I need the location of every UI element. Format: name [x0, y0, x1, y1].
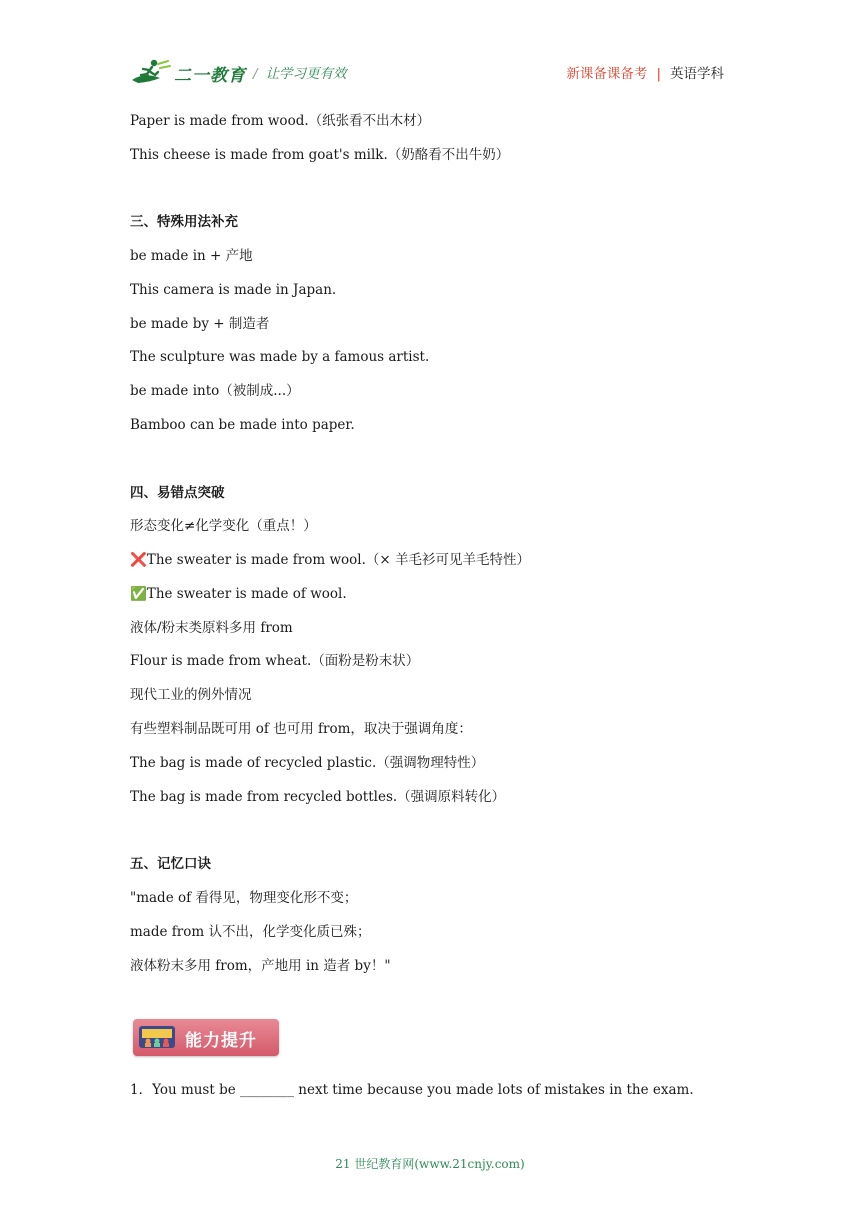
logo-text: 二一教育: [174, 65, 246, 86]
text-line: 液体粉末多用 from，产地用 in 造者 by！": [130, 958, 391, 974]
text-line: This camera is made in Japan.: [130, 282, 337, 298]
question-1: 1．You must be ________ next time because you made lots of mistakes in the exam.: [130, 1082, 694, 1098]
text-line: Flour is made from wheat.（面粉是粉末状）: [130, 653, 420, 669]
slogan: [253, 62, 347, 82]
text-line: 形态变化≠化学变化（重点！）: [130, 518, 317, 534]
text-line: Paper is made from wood.（纸张看不出木材）: [130, 113, 431, 129]
logo: [130, 56, 246, 90]
section-heading: 三、特殊用法补充: [130, 214, 238, 230]
text-line: "made of 看得见，物理变化形不变；: [130, 890, 358, 906]
text-line: This cheese is made from goat's milk.（奶酪看不出牛奶）: [130, 147, 510, 163]
text-line: 现代工业的例外情况: [130, 687, 252, 703]
section-heading: 四、易错点突破: [130, 485, 225, 501]
header-separator: |: [656, 66, 661, 82]
section-heading: 五、记忆口诀: [130, 856, 211, 872]
classroom-icon: [139, 1026, 175, 1048]
text-line: 液体/粉末类原料多用 from: [130, 620, 293, 636]
page-footer: 21 世纪教育网(www.21cnjy.com): [335, 1157, 525, 1171]
text-line: Bamboo can be made into paper.: [130, 417, 355, 433]
header-course-label: 新课备课备考: [566, 66, 648, 82]
text-line: be made by + 制造者: [130, 316, 270, 332]
runner-logo-icon: [130, 58, 172, 88]
ability-section-badge: [133, 1019, 279, 1056]
badge-label: 能力提升: [185, 1031, 257, 1051]
text-line: be made in + 产地: [130, 248, 253, 264]
text-line: made from 认不出，化学变化质已殊；: [130, 924, 371, 940]
text-line: ❌The sweater is made from wool.（× 羊毛衫可见羊毛特性）: [130, 552, 530, 568]
text-line: ✅The sweater is made of wool.: [130, 586, 347, 602]
text-line: The sculpture was made by a famous artist.: [130, 349, 430, 365]
text-line: The bag is made from recycled bottles.（强调原料转化）: [130, 789, 506, 805]
header-subject: [566, 62, 724, 82]
text-line: The bag is made of recycled plastic.（强调物理特性）: [130, 755, 485, 771]
page-header: [130, 56, 730, 90]
header-subject-label: 英语学科: [670, 66, 724, 82]
slogan-text: 让学习更有效: [265, 66, 347, 82]
text-line: 有些塑料制品既可用 of 也可用 from，取决于强调角度：: [130, 721, 472, 737]
text-line: be made into（被制成...）: [130, 383, 300, 399]
slogan-slash: /: [253, 66, 258, 82]
